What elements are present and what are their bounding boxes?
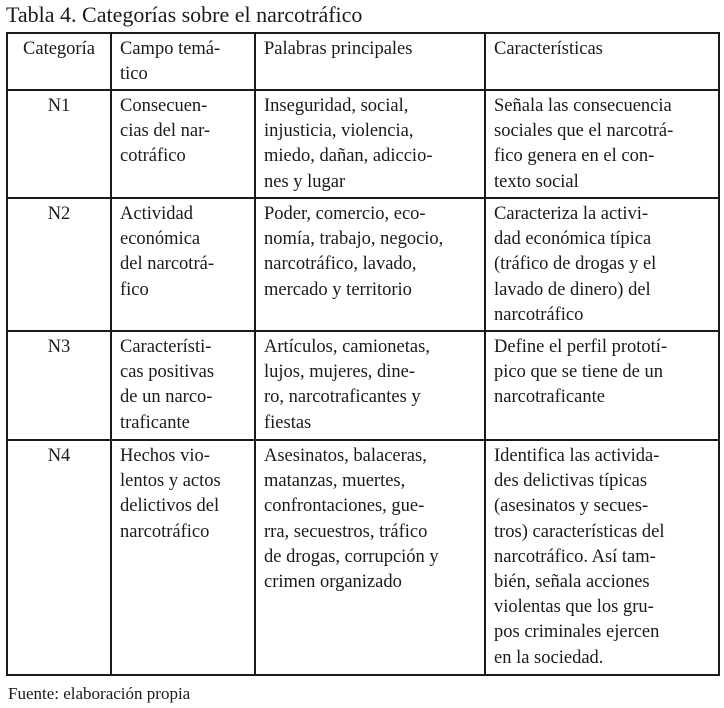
table-row	[7, 90, 719, 198]
table-row	[7, 331, 719, 440]
header-characteristics: Características	[485, 33, 719, 90]
cell-characteristics: Define el perfil prototí- pico que se tiene de un narcotraficante	[485, 331, 719, 440]
cell-characteristics: Caracteriza la activi- dad económica típica (tráfico de drogas y el lavado de dinero) del narcotráfico	[485, 198, 719, 331]
cell-keywords: Asesinatos, balaceras, matanzas, muertes, confrontaciones, gue- rra, secuestros, tráfico de drogas, corrupción y crimen organizado	[255, 440, 485, 675]
header-thematic-field: Campo temá- tico	[111, 33, 255, 90]
source-note: Fuente: elaboración propia	[8, 684, 191, 703]
cell-thematic-field: Actividad económica del narcotrá- fico	[111, 198, 255, 331]
table-caption: Tabla 4. Categorías sobre el narcotráfico	[6, 2, 363, 27]
cell-characteristics: Identifica las activida- des delictivas típicas (asesinatos y secues- tros) características del narcotráfico. Así tam- bién, señala acciones violentas que los gru- pos criminales ejercen en la sociedad.	[485, 440, 719, 675]
table-row	[7, 198, 719, 331]
cell-keywords: Poder, comercio, eco- nomía, trabajo, negocio, narcotráfico, lavado, mercado y territorio	[255, 198, 485, 331]
table-row	[7, 440, 719, 675]
cell-category: N4	[7, 440, 111, 675]
table-header-row	[7, 33, 719, 90]
cell-characteristics: Señala las consecuencia sociales que el narcotrá- fico genera en el con- texto social	[485, 90, 719, 198]
cell-thematic-field: Hechos vio- lentos y actos delictivos del narcotráfico	[111, 440, 255, 675]
cell-keywords: Artículos, camionetas, lujos, mujeres, dine- ro, narcotraficantes y fiestas	[255, 331, 485, 440]
cell-thematic-field: Consecuen- cias del nar- cotráfico	[111, 90, 255, 198]
categories-table	[6, 32, 720, 676]
cell-keywords: Inseguridad, social, injusticia, violencia, miedo, dañan, adiccio- nes y lugar	[255, 90, 485, 198]
cell-category: N1	[7, 90, 111, 198]
header-category: Categoría	[7, 33, 111, 90]
cell-category: N2	[7, 198, 111, 331]
header-keywords: Palabras principales	[255, 33, 485, 90]
cell-category: N3	[7, 331, 111, 440]
cell-thematic-field: Característi- cas positivas de un narco- traficante	[111, 331, 255, 440]
